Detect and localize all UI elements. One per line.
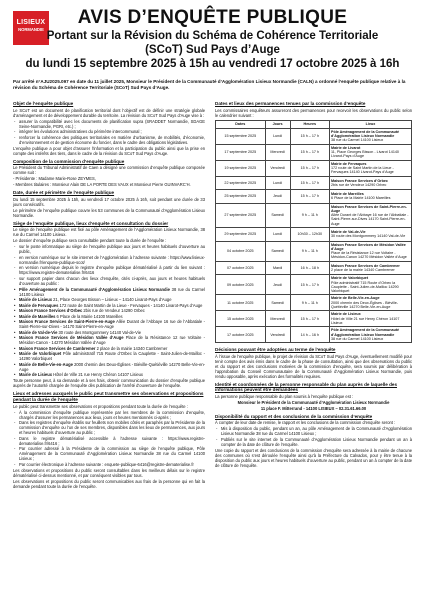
paragraph: Les observations et propositions du public seront consultables dans les meilleurs délais sur le registre dématérialisé ci-dessus mentionné, et par conséquent visibles par tous. — [13, 467, 205, 478]
list-item: - assurer la compatibilité avec les documents de planification supra (SRADDET Normandie, SDAGE Seine-Normandie, PGRI, etc.) ; — [13, 119, 205, 129]
table-row — [216, 203, 412, 227]
place-name: Mairie de Val-de-Vie — [331, 230, 366, 234]
subtitle-line1: Portant sur la Révision du Schéma de Cohérence Territoriale — [46, 30, 379, 42]
day-cell: Lundi — [265, 228, 290, 242]
place-name: Mairie de Livarot — [331, 145, 361, 150]
place-address: 11, Place Georges Bisson - Livarot 14140 Livarot-Pays d’Auge — [331, 150, 399, 159]
responsible-contact: 11 place F. Mitterrand - 14100 LISIEUX – 02.31.61.66.00 — [260, 405, 367, 411]
hours-cell: 15 h – 17 h — [290, 128, 329, 144]
place-cell — [330, 241, 412, 261]
table-row — [216, 128, 412, 144]
place-name: Pôle Aménagement de la Communauté d’Agglomération Lisieux Normandie — [331, 129, 400, 139]
date-cell: 09 octobre 2025 — [216, 275, 266, 295]
place-address: Hôtel de Ville 21 rue Henry Chéron 14107 Lisieux — [331, 316, 400, 325]
lieu-address: Pôle administratif 715 Route d’Orbec la Cauplette - Saint-Julien-de-Mailloc - 14290 Valorbiquet — [19, 351, 205, 362]
hours-cell: 15 h – 17 h — [290, 176, 329, 190]
date-cell: 17 septembre 2025 — [216, 144, 266, 160]
lieu-item — [13, 303, 205, 308]
day-cell: Jeudi — [265, 275, 290, 295]
date-cell: 25 septembre 2025 — [216, 190, 266, 204]
day-cell: Lundi — [265, 176, 290, 190]
list-item: - Par courrier électronique à l’adresse suivante : enquete-publique-6416@registre-dematerialise.fr — [13, 462, 205, 467]
list-item: - Par courrier adressé à la Présidente de la commission au siège de l’enquête publique, Pôle Aménagement de la Communauté d’Agglomération Lisieux Normandie 38 rue du Carmel 14100 Lisieux ; — [13, 446, 205, 461]
lieu-address: 2000 chemin des Deux-Églises - Biéville-Quétiéville 14270 Belle-Vie-en-Auge — [19, 361, 206, 372]
hours-cell: 9 h – 11 h — [290, 203, 329, 227]
hours-cell: 9 h – 11 h — [290, 241, 329, 261]
day-cell: Samedi — [265, 241, 290, 261]
place-cell — [330, 327, 412, 343]
lieu-address: Allée Durant de l’Abbaye 16 rue de l’Abbatiale - Saint-Pierre-sur-Dives - 14170 Saint-Pierre-en-Auge — [19, 319, 205, 330]
paragraph: - Présidente : Madame Marie-Rose ZEYMES, — [13, 176, 96, 182]
day-cell: Lundi — [265, 128, 290, 144]
hours-cell: 15 h – 17 h — [290, 311, 329, 327]
place-address: 6 Place de la Mairie 14100 Mareilles — [331, 196, 391, 201]
hours-cell: 16 h – 18 h — [290, 261, 329, 275]
lieu-address: 38 rue du Carmel 14100 Lisieux — [19, 286, 205, 297]
table-row — [216, 275, 412, 295]
observation-channels-list — [13, 410, 205, 467]
list-item: - Dans les registres d’enquête établis sur feuillets non mobiles côtés et paraphés par la Présidente de la commission d’enquête ou l’un de ses membres, disponibles dans les lieux de permanences, aux jours et heures habituels d’ouverture au public ; — [13, 420, 205, 435]
place-name: Mairie de Mareilles — [331, 192, 364, 197]
hours-cell: 15 h – 17 h — [290, 275, 329, 295]
table-header-row — [216, 120, 412, 128]
paragraph: Le dossier d’enquête publique sera consultable pendant toute la durée de l’enquête : — [13, 238, 167, 244]
lieu-item — [13, 362, 205, 372]
table-row — [216, 176, 412, 190]
responsible-name: Monsieur le Président de la Communauté d’Agglomération Lisieux Normandie — [237, 399, 390, 405]
place-cell — [330, 176, 412, 190]
date-cell: 27 septembre 2025 — [216, 203, 266, 227]
lieu-address: 30 route des Montgommery 14140 Val-de-Vie — [58, 329, 141, 335]
section-commission — [13, 159, 205, 188]
table-row — [216, 241, 412, 261]
place-address: 2bis rue de Vendeur 14290 Orbec — [331, 182, 387, 187]
lieu-item — [13, 346, 205, 351]
list-item: - en version numérique depuis le registre d’enquête publique dématérialisé à partir du lien suivant : https://www.registre-dematerialise.fr/6416 — [13, 265, 205, 275]
right-column — [215, 101, 412, 471]
hours-cell: 10h30 – 12h30 — [290, 228, 329, 242]
hours-cell: 9 h – 11 h — [290, 295, 329, 311]
section-disponibilite — [215, 414, 412, 468]
lieux-list — [13, 287, 205, 378]
lieu-item — [13, 308, 205, 313]
table-row — [216, 228, 412, 242]
lieu-item — [13, 330, 205, 335]
paragraph: Le périmètre de l’enquête publique couvre les 53 communes de la Communauté d’Agglomération Lisieux Normandie. — [13, 207, 205, 218]
day-cell: Samedi — [265, 203, 290, 227]
lieu-name: Mairie de Belle-Vie-en-Auge — [19, 361, 73, 367]
permanences-table-body — [216, 128, 412, 342]
lieu-name: Mairie de Lisieux — [19, 372, 52, 378]
section-permanences — [215, 101, 412, 343]
paragraph: La personne publique responsable du plan soumis à l’enquête publique est : — [215, 393, 354, 399]
lieu-item — [13, 372, 205, 377]
section-title: Date, durée et périmètre de l’enquête publique — [13, 190, 115, 196]
lieu-item — [13, 319, 205, 329]
day-cell: Vendredi — [265, 160, 290, 176]
place-cell — [330, 160, 412, 176]
place-name: Pôle Aménagement de la Communauté d’Agglomération Lisieux Normandie — [331, 328, 400, 337]
hours-cell: 14 h – 16 h — [290, 327, 329, 343]
paragraph: Le siège de l’enquête publique est fixé au pôle Aménagement de l’Agglomération Lisieux Normandie, 38 rue du Carmel 14100 Lisieux. — [13, 227, 205, 238]
lieu-item — [13, 287, 205, 297]
section-identite — [215, 382, 412, 411]
lieu-name: Mairie de Fervaques — [19, 302, 59, 308]
table-row — [216, 311, 412, 327]
section-objet — [13, 101, 205, 156]
paragraph: Du lundi 15 septembre 2025 à 15h, au vendredi 17 octobre 2025 à 16h, soit pendant une durée de 33 jours consécutifs. — [13, 196, 205, 207]
day-cell: Mercredi — [265, 144, 290, 160]
place-name: Maison France Services de Cambremer — [331, 263, 400, 268]
place-address: 30 route des Montgommery 14140 Val-de-Vie — [331, 234, 406, 239]
lieu-item — [13, 351, 205, 361]
lieu-address: Place de la Résistance 12 rue Voltaire - Mésidon-Canon - 14270 Mésidon Vallée d’Auge — [19, 335, 206, 346]
lieu-name: Mairie de Mareilles — [19, 313, 56, 319]
logo-line1: LISIEUX — [16, 19, 46, 26]
place-address: Pôle administratif 715 Route d’Orbec la Cauplette - Saint-Julien-de-Mailloc 14290 Valorbiquet — [331, 280, 399, 294]
date-cell: 04 octobre 2025 — [216, 241, 266, 261]
day-cell: Mardi — [265, 261, 290, 275]
place-cell — [330, 128, 412, 144]
lieu-address: 2bis rue de Vendeur 14290 Orbec — [83, 308, 145, 314]
lieu-address: 6 Place de la Mairie 14100 Mareilles — [56, 313, 123, 319]
list-item: - sur support papier dans chacun des lieux d’enquête, cités ci-après, aux jours et heures habituels d’ouverture au public : — [13, 276, 205, 286]
paragraph: À l’issue de l’enquête publique, le projet de révision du SCoT Sud Pays d’Auge, éventuellement modifié pour tenir compte des avis émis dans le cadre de la phase de consultation, ainsi que des observations du public et du rapport et des conclusions motivées de la commission d’enquête, sera soumis par délibération à l’approbation du Conseil Communautaire de la Communauté d’Agglomération Lisieux Normandie, puis rendu opposable, après exécution des formalités requises. — [215, 353, 412, 379]
place-address: 38 rue du Carmel 14100 Lisieux — [331, 336, 384, 341]
lieu-address: 2 place de la mairie 14340 Cambremer — [96, 345, 168, 351]
subtitle-dates: du lundi 15 septembre 2025 à 15h au vendredi 17 octobre 2025 à 16h — [25, 58, 400, 70]
date-cell: 07 octobre 2025 — [216, 261, 266, 275]
section-title: Composition de la commission d’enquête publique — [13, 158, 125, 164]
column-header: Lieux — [330, 120, 412, 128]
place-cell — [330, 144, 412, 160]
place-address: Place de la Résistance 12 rue Voltaire - Mésidon-Canon 14270 Mésidon Vallée d’Auge — [331, 251, 407, 260]
paragraph: Le SCoT est un document de planification territorial dont l’objectif est de définir une stratégie globale d’aménagement et de développement durable du territoire. La révision du SCoT Sud Pays d’Auge vise à : — [13, 107, 205, 118]
hours-cell: 15 h – 17 h — [290, 160, 329, 176]
paragraph: Une copie du rapport et des conclusions de la commission d’enquête sera adressée à la mairie de chacune des communes où s’est déroulée l’enquête ainsi qu’à la Préfecture du Calvados, pour y être tenue à la disposition du public aux jours et heures habituels d’ouverture au public, pendant un an à compter de la date de clôture de l’enquête. — [215, 447, 412, 468]
place-name: Mairie de Lisieux — [331, 312, 361, 317]
list-item: - renforcer la cohérence des politiques territoriales en matière d’urbanisme, de mobilités, d’économie, d’environnement et de gestion économe du foncier, dans le cadre des obligations législatives. — [13, 135, 205, 145]
paragraph: Le public peut transmettre ses observations et propositions pendant toute la durée de l’enquête : — [13, 403, 188, 409]
paragraph: Le Président du Tribunal Administratif de Caen a désigné une commission d’enquête publique composée comme suit : — [13, 165, 205, 176]
column-header: Heures — [290, 120, 329, 128]
column-header: Dates — [216, 120, 266, 128]
paragraph: Les commissaires enquêteurs assureront des permanences pour recevoir les observations du public selon le calendrier suivant : — [215, 107, 412, 118]
hours-cell: 15 h – 17 h — [290, 190, 329, 204]
section-lieux-adresses — [13, 391, 205, 488]
place-address: 172 route de Saint Martin de la Lieue - Fervaques 14140 Livarot-Pays d’Auge — [331, 165, 394, 175]
lieu-item — [13, 297, 205, 302]
list-item: - en version numérique sur le site internet de l’Agglomération à l’adresse suivante : https://www.lisieux-normandie.fr/enquete-publique-scot/ — [13, 255, 205, 265]
column-header: Jours — [265, 120, 290, 128]
permanences-table — [215, 120, 412, 344]
lieu-name: Maison France Services de Saint-Pierre-en-Auge — [19, 319, 115, 325]
section-title: Dates et lieux des permanences tenues par la commission d’enquête — [215, 101, 366, 106]
hours-cell: 15 h – 17 h — [290, 144, 329, 160]
list-item: - intégrer les évolutions administratives du périmètre intercommunal ; — [13, 129, 205, 134]
date-cell: 19 septembre 2025 — [216, 160, 266, 176]
place-address: 2 place de la mairie 14340 Cambremer — [331, 267, 395, 272]
lieu-item — [13, 335, 205, 345]
place-address: Allée Durant de l’Abbaye 16 rue de l’Abbatiale - Saint-Pierre-sur-Dives 14170 Saint-Pierre-en-Auge — [331, 213, 409, 226]
place-name: Maison France Services de Mésidon Vallée d’Auge — [331, 242, 406, 251]
day-cell: Mercredi — [265, 311, 290, 327]
paragraph: À compter de leur date de remise, le rapport et les conclusions de la commission d’enquête seront : — [215, 420, 396, 426]
table-row — [216, 327, 412, 343]
section-title: Objet de l’enquête publique — [13, 101, 74, 106]
table-row — [216, 190, 412, 204]
section-date — [13, 190, 205, 218]
section-title: Disponibilité du rapport et des conclusions de la commission d’enquête — [215, 413, 373, 419]
paragraph: Toute personne peut, à sa demande et à ses frais, obtenir communication du dossier d’enquête publique auprès de l’autorité chargée de l’enquête dès publication de l’arrêté d’ouverture de l’enquête. — [13, 378, 205, 389]
date-cell: 22 septembre 2025 — [216, 176, 266, 190]
lieu-name: Mairie de Valorbiquet — [19, 351, 62, 357]
lieu-address: 21, Place Georges Bisson – Lisieux – 14140 Livarot-Pays d’Auge — [53, 297, 172, 303]
lieu-item — [13, 314, 205, 319]
page-title: AVIS D’ENQUÊTE PUBLIQUE — [77, 7, 348, 28]
day-cell: Vendredi — [265, 327, 290, 343]
disponibilite-list — [215, 426, 412, 447]
date-cell: 29 septembre 2025 — [216, 228, 266, 242]
place-name: Mairie de Valorbiquet — [331, 276, 369, 281]
lieu-name: Maison France Services de Mésidon Vallée d’Auge — [19, 335, 124, 341]
table-row — [216, 261, 412, 275]
section-decisions — [215, 347, 412, 379]
table-row — [216, 295, 412, 311]
list-item: - Mis à disposition du public, pendant un an, au pôle Aménagement de la Communauté d’Agglomération Lisieux Normandie 38 rue du Carmel 14100 Lisieux ; — [215, 426, 412, 436]
lieu-name: Maison France Services de Cambremer — [19, 345, 96, 351]
left-column — [13, 101, 205, 492]
section-title: Lieux et adresses auxquels le public peut transmettre ses observations et propositions pendant la durée de l’enquête — [13, 391, 204, 402]
lieu-name: Mairie de Lisieux — [19, 297, 52, 303]
section-siege — [13, 221, 205, 389]
place-name: Mairie de Fervaques — [331, 161, 367, 166]
logo-line2: NORMANDIE — [18, 27, 44, 32]
place-address: 2000 chemin des Deux-Églises - Biéville-Quétiéville 14270 Belle-Vie-en-Auge — [331, 300, 399, 310]
paragraph: Les observations et propositions du public seront communicables aux frais de la personne qui en fait la demande pendant toute la durée de l’enquête. — [13, 478, 205, 489]
date-cell: 17 octobre 2025 — [216, 327, 266, 343]
place-cell — [330, 295, 412, 311]
place-name: Maison France Services d’Orbec — [331, 178, 388, 183]
place-address: 38 rue du Carmel 14100 Lisieux — [331, 138, 384, 143]
place-cell — [330, 261, 412, 275]
paragraph: L’enquête publique a pour objet d’assurer l’information et la participation du public ainsi que la prise en compte des intérêts des tiers, dans le cadre de la révision du SCoT Sud Pays d’Auge. — [13, 145, 205, 156]
section-title: Identité et coordonnées de la personne responsable du plan auprès de laquelle des informations peuvent être demandées — [215, 381, 398, 393]
lieu-name: Maison France Services d’Orbec — [19, 308, 83, 314]
objet-list — [13, 119, 205, 145]
place-name: Maison France Services de Saint-Pierre-en-Auge — [331, 204, 407, 213]
date-cell: 15 septembre 2025 — [216, 128, 266, 144]
place-cell — [330, 203, 412, 227]
table-row — [216, 144, 412, 160]
list-item: - Dans le registre dématérialisé accessible à l’adresse suivante : https://www.registre-dematerialise.fr/6416 ; — [13, 436, 205, 446]
place-cell — [330, 311, 412, 327]
lieu-address: Hôtel de Ville 21 rue Henry Chéron 14107 Lisieux — [53, 372, 143, 378]
consultation-list — [13, 244, 205, 286]
lieu-address: 172 route de Saint Martin de la Lieue - Fervaques - 14140 Livarot-Pays d’Auge — [59, 302, 203, 308]
lieu-name: Mairie de Val-de-Vie — [19, 329, 58, 335]
date-cell: 11 octobre 2025 — [216, 295, 266, 311]
section-title: Décisions pouvant être adoptées au terme de l’enquête — [215, 347, 336, 353]
list-item: - sur le poste informatique au siège de l’enquête publique aux jours et heures habituels d’ouverture au public, — [13, 244, 205, 254]
day-cell: Samedi — [265, 295, 290, 311]
lieu-name: Pôle Aménagement de la Communauté d’Agglomération Lisieux Normandie — [19, 286, 170, 292]
subtitle-line2: (SCoT) Sud Pays d’Auge — [145, 44, 280, 56]
list-item: - À la commission d’enquête publique représentée par les membres de la commission d’enquête, chargés d’assurer les permanences aux lieux, jours et heures mentionnés ci-après ; — [13, 410, 205, 420]
date-cell: 15 octobre 2025 — [216, 311, 266, 327]
table-row — [216, 160, 412, 176]
place-name: Mairie de Belle-Vie-en-Auge — [331, 296, 380, 301]
section-title: Siège de l’enquête publique, lieux d’enquête et consultation du dossier — [13, 220, 169, 226]
place-cell — [330, 190, 412, 204]
intro-paragraph: Par arrêté n°AJU2025.097 en date du 11 juillet 2025, Monsieur le Président de la Communauté d’Agglomération Lisieux Normandie (CALN) a ordonné l’enquête publique relative à la révision du Schéma de Cohérence Territoriale (SCoT) Sud Pays d’Auge. — [13, 79, 406, 90]
list-item: - Publiés sur le site internet de la Communauté d’Agglomération Lisieux Normandie pendant un an à compter de la date de clôture de l’enquête. — [215, 437, 412, 447]
place-cell — [330, 275, 412, 295]
paragraph: - Membres titulaires : Monsieur Alain DE LA PORTE DES VAUX et Monsieur Pierre GUINVARC’H. — [13, 182, 191, 188]
day-cell: Jeudi — [265, 190, 290, 204]
place-cell — [330, 228, 412, 242]
